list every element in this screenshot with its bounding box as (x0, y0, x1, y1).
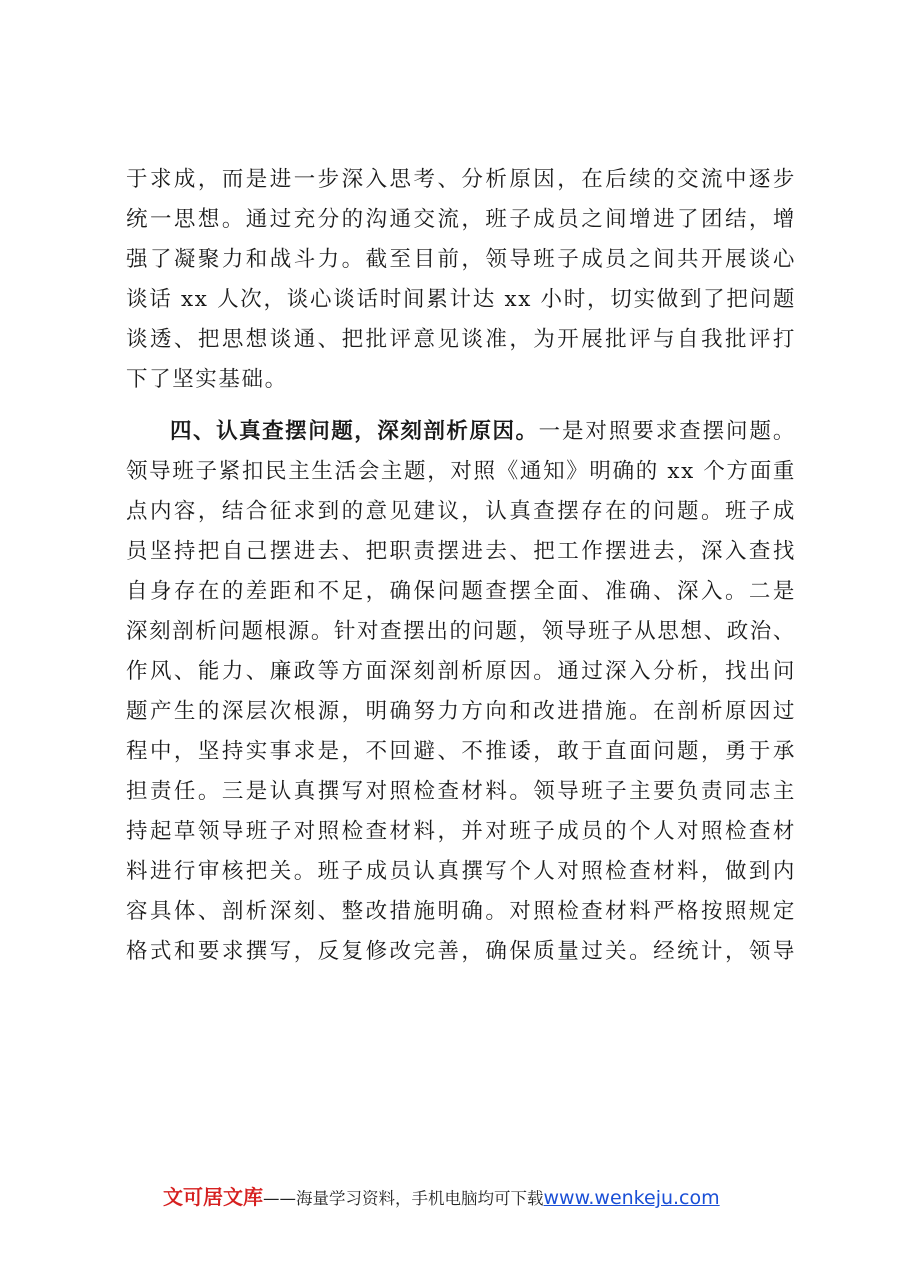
section-heading: 四、认真查摆问题，深刻剖析原因。 (170, 419, 539, 444)
footer-brand: 文可居文库 (163, 1185, 263, 1209)
paragraph-line: 题产生的深层次根源，明确努力方向和改进措施。在剖析原因过 (126, 699, 796, 724)
footer-description: ——海量学习资料，手机电脑均可下载 (263, 1189, 544, 1208)
footer-website-link[interactable]: www.wenkeju.com (543, 1187, 720, 1209)
paragraph-line: 下了坚实基础。 (126, 367, 288, 392)
paragraph-line: 统一思想。通过充分的沟通交流，班子成员之间增进了团结，增 (126, 207, 796, 232)
paragraph-line: 强了凝聚力和战斗力。截至目前，领导班子成员之间共开展谈心 (126, 247, 796, 272)
footer-banner (163, 1183, 720, 1211)
paragraph-line: 作风、能力、廉政等方面深刻剖析原因。通过深入分析，找出问 (126, 659, 796, 684)
section-heading-line (126, 412, 796, 452)
paragraph-line: 程中，坚持实事求是，不回避、不推诿，敢于直面问题，勇于承 (126, 739, 796, 764)
paragraph-line: 格式和要求撰写，反复修改完善，确保质量过关。经统计，领导 (126, 939, 796, 964)
paragraph-line: 容具体、剖析深刻、整改措施明确。对照检查材料严格按照规定 (126, 899, 796, 924)
paragraph-line: 深刻剖析问题根源。针对查摆出的问题，领导班子从思想、政治、 (126, 619, 796, 644)
paragraph-line: 担责任。三是认真撰写对照检查材料。领导班子主要负责同志主 (126, 779, 796, 804)
paragraph-line: 持起草领导班子对照检查材料，并对班子成员的个人对照检查材 (126, 819, 796, 844)
document-body (126, 160, 796, 972)
paragraph-line: 领导班子紧扣民主生活会主题，对照《通知》明确的 xx 个方面重 (126, 459, 796, 484)
paragraph-line: 谈话 xx 人次，谈心谈话时间累计达 xx 小时，切实做到了把问题 (126, 287, 796, 312)
section-heading-continuation: 一是对照要求查摆问题。 (538, 419, 797, 444)
paragraph-line: 料进行审核把关。班子成员认真撰写个人对照检查材料，做到内 (126, 859, 796, 884)
paragraph-line: 员坚持把自己摆进去、把职责摆进去、把工作摆进去，深入查找 (126, 539, 796, 564)
paragraph-line: 点内容，结合征求到的意见建议，认真查摆存在的问题。班子成 (126, 499, 796, 524)
paragraph-line: 自身存在的差距和不足，确保问题查摆全面、准确、深入。二是 (126, 579, 796, 604)
paragraph-line: 谈透、把思想谈通、把批评意见谈准，为开展批评与自我批评打 (126, 327, 796, 352)
paragraph-line: 于求成，而是进一步深入思考、分析原因，在后续的交流中逐步 (126, 167, 796, 192)
